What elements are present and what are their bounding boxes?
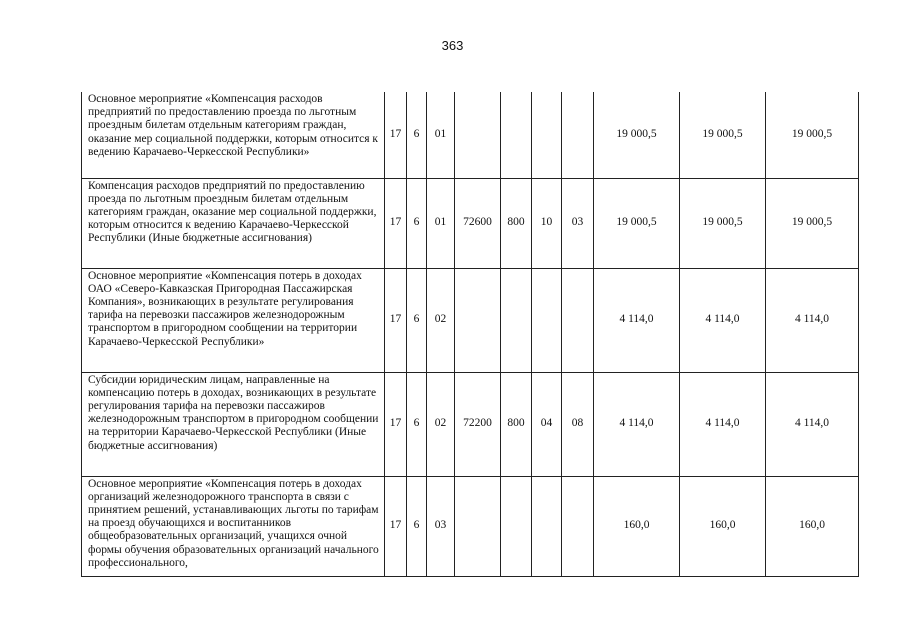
- row-description: Основное мероприятие «Компенсация потерь в доходах ОАО «Северо-Кавказская Пригородная Пассажирская Компания», возникающих в результате регулирования тарифа на перевозки пассажиров железнодорожным транспортом в пригородном сообщении на территории Карачаево-Черкесской Республики»: [82, 268, 385, 372]
- amount-year-2: 19 000,5: [680, 178, 766, 268]
- code-target: 72600: [455, 178, 501, 268]
- budget-table: [81, 92, 859, 577]
- code-subsection: [562, 92, 594, 178]
- code-subsection: 03: [562, 178, 594, 268]
- amount-year-3: 4 114,0: [766, 268, 859, 372]
- amount-year-1: 19 000,5: [594, 178, 680, 268]
- row-description: Субсидии юридическим лицам, направленные на компенсацию потерь в доходах, возникающих в результате регулирования тарифа на перевозки пассажиров железнодорожным транспортом в пригородном сообщении на территории Карачаево-Черкесской Республики (Иные бюджетные ассигнования): [82, 372, 385, 476]
- code-3: 01: [427, 178, 455, 268]
- code-section: [532, 476, 562, 576]
- code-target: [455, 476, 501, 576]
- amount-year-2: 4 114,0: [680, 372, 766, 476]
- amount-year-3: 4 114,0: [766, 372, 859, 476]
- row-description: Компенсация расходов предприятий по предоставлению проезда по льготным проездным билетам отдельным категориям граждан, оказание мер социальной поддержки, которым относится к ведению Карачаево-Черкесской Республики (Иные бюджетные ассигнования): [82, 178, 385, 268]
- code-section: [532, 268, 562, 372]
- amount-year-1: 4 114,0: [594, 372, 680, 476]
- table-row: [82, 178, 859, 268]
- amount-year-2: 19 000,5: [680, 92, 766, 178]
- code-2: 6: [407, 476, 427, 576]
- code-2: 6: [407, 372, 427, 476]
- table-row: [82, 372, 859, 476]
- code-2: 6: [407, 92, 427, 178]
- table-row: [82, 476, 859, 576]
- code-1: 17: [385, 268, 407, 372]
- code-2: 6: [407, 178, 427, 268]
- code-type: 800: [501, 372, 532, 476]
- code-3: 03: [427, 476, 455, 576]
- amount-year-2: 4 114,0: [680, 268, 766, 372]
- code-section: 04: [532, 372, 562, 476]
- amount-year-3: 19 000,5: [766, 178, 859, 268]
- code-3: 01: [427, 92, 455, 178]
- amount-year-1: 19 000,5: [594, 92, 680, 178]
- code-type: 800: [501, 178, 532, 268]
- amount-year-2: 160,0: [680, 476, 766, 576]
- code-1: 17: [385, 372, 407, 476]
- amount-year-3: 19 000,5: [766, 92, 859, 178]
- code-subsection: [562, 476, 594, 576]
- table-row: [82, 268, 859, 372]
- code-type: [501, 92, 532, 178]
- table-row: [82, 92, 859, 178]
- row-description: Основное мероприятие «Компенсация расходов предприятий по предоставлению проезда по льготным проездным билетам отдельным категориям граждан, оказание мер социальной поддержки, которым относится к ведению Карачаево-Черкесской Республики»: [82, 92, 385, 178]
- code-1: 17: [385, 92, 407, 178]
- code-subsection: [562, 268, 594, 372]
- code-type: [501, 476, 532, 576]
- code-1: 17: [385, 476, 407, 576]
- code-target: 72200: [455, 372, 501, 476]
- row-description: Основное мероприятие «Компенсация потерь в доходах организаций железнодорожного транспорта в связи с принятием решений, устанавливающих льготы по тарифам на проезд обучающихся и воспитанников общеобразовательных организаций, учащихся очной формы обучения образовательных организаций начального профессионального,: [82, 476, 385, 576]
- code-section: [532, 92, 562, 178]
- code-3: 02: [427, 268, 455, 372]
- page-number: 363: [441, 38, 464, 53]
- code-3: 02: [427, 372, 455, 476]
- code-type: [501, 268, 532, 372]
- code-1: 17: [385, 178, 407, 268]
- amount-year-3: 160,0: [766, 476, 859, 576]
- code-section: 10: [532, 178, 562, 268]
- code-target: [455, 268, 501, 372]
- amount-year-1: 160,0: [594, 476, 680, 576]
- code-subsection: 08: [562, 372, 594, 476]
- code-2: 6: [407, 268, 427, 372]
- amount-year-1: 4 114,0: [594, 268, 680, 372]
- code-target: [455, 92, 501, 178]
